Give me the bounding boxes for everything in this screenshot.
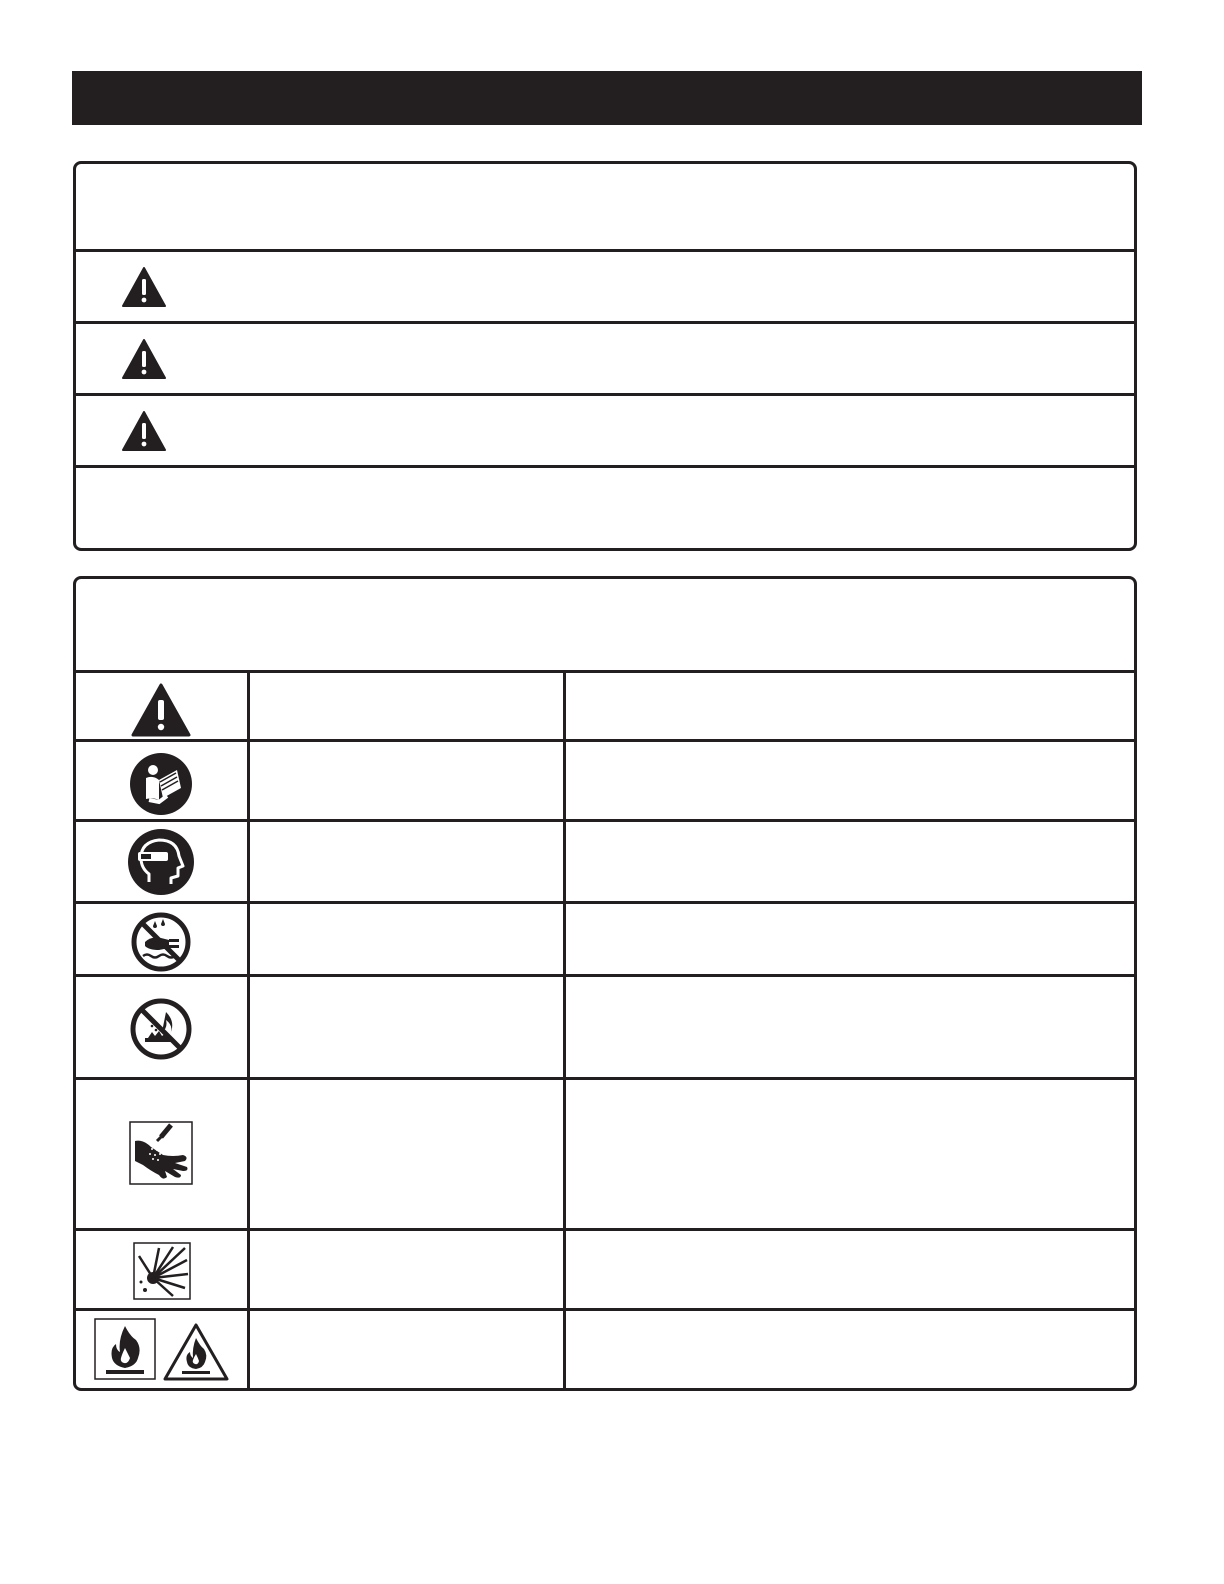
wet-conditions-alert-icon <box>131 912 191 972</box>
divider <box>76 819 1134 822</box>
warning-triangle-icon <box>121 266 167 308</box>
read-manual-icon <box>129 752 193 816</box>
divider <box>76 1077 1134 1080</box>
section-header-bar <box>72 71 1142 125</box>
divider <box>76 670 1134 673</box>
flammable-material-icon <box>94 1318 156 1380</box>
signal-words-box <box>73 161 1137 551</box>
warning-triangle-icon <box>121 410 167 452</box>
explosion-hazard-icon <box>133 1242 191 1300</box>
divider <box>76 974 1134 977</box>
divider <box>76 901 1134 904</box>
no-spraying-flammables-icon <box>130 998 192 1060</box>
divider <box>76 249 1134 252</box>
eye-protection-icon <box>127 828 195 896</box>
column-divider <box>563 673 566 1391</box>
warning-triangle-icon <box>121 338 167 380</box>
injection-hazard-icon <box>129 1121 193 1185</box>
divider <box>76 321 1134 324</box>
fire-warning-triangle-icon <box>162 1322 230 1382</box>
safety-alert-icon <box>130 682 192 738</box>
symbols-table-box <box>73 576 1137 1391</box>
divider <box>76 1228 1134 1231</box>
divider <box>76 393 1134 396</box>
divider <box>76 1308 1134 1311</box>
divider <box>76 739 1134 742</box>
divider <box>76 465 1134 468</box>
column-divider <box>247 673 250 1391</box>
